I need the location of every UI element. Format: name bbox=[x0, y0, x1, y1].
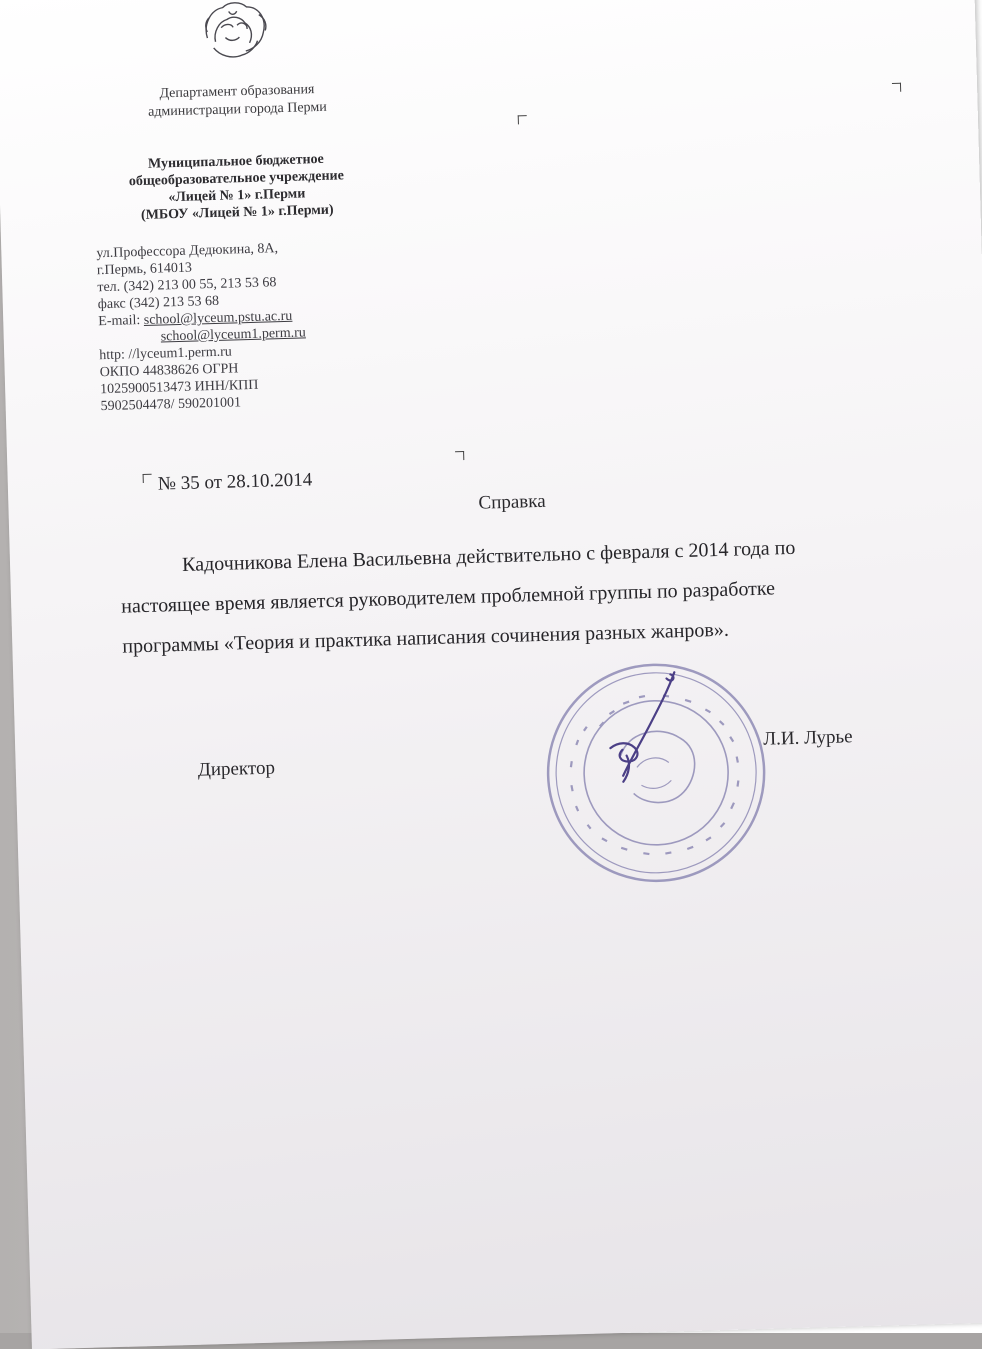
corner-mark bbox=[143, 474, 152, 483]
organization-line: «Лицей № 1» г.Перми bbox=[168, 186, 306, 206]
document-title: Справка bbox=[478, 490, 546, 514]
body-line: настоящее время является руководителем проблемной группы по разработке bbox=[120, 577, 776, 618]
email-link[interactable]: school@lyceum.pstu.ac.ru bbox=[143, 308, 293, 328]
address-line: ул.Профессора Дедюкина, 8А, bbox=[96, 241, 279, 262]
signatory-title: Директор bbox=[197, 757, 276, 781]
registry-line: ОКПО 44838626 ОГРН bbox=[99, 361, 239, 381]
signatory-name: Л.И. Лурье bbox=[762, 726, 853, 750]
email-link[interactable]: school@lyceum1.perm.ru bbox=[160, 325, 306, 345]
department-line: Департамент образования bbox=[159, 82, 315, 102]
corner-mark bbox=[892, 83, 901, 92]
address-line: г.Пермь, 614013 bbox=[96, 260, 193, 279]
body-line: программы «Теория и практика написания сочинения разных жанров». bbox=[122, 618, 730, 658]
document-reference: № 35 от 28.10.2014 bbox=[157, 469, 313, 495]
organization-line: (МБОУ «Лицей № 1» г.Перми) bbox=[140, 202, 334, 223]
contact-block bbox=[96, 236, 431, 415]
registry-line: 5902504478/ 590201001 bbox=[100, 395, 242, 415]
department-header bbox=[102, 79, 373, 123]
organization-line: общеобразовательное учреждение bbox=[128, 168, 345, 190]
fax-line: факс (342) 213 53 68 bbox=[97, 293, 220, 313]
body-line: Кадочникова Елена Васильевна действительно с февраля с 2014 года по bbox=[181, 536, 796, 576]
corner-mark bbox=[518, 115, 527, 124]
document-body bbox=[120, 523, 963, 666]
website-line[interactable]: http: //lyceum1.perm.ru bbox=[99, 344, 233, 364]
phone-line: тел. (342) 213 00 55, 213 53 68 bbox=[97, 275, 277, 296]
email-label: E-mail: bbox=[98, 313, 141, 330]
handwritten-signature bbox=[608, 672, 677, 782]
round-seal-stamp bbox=[538, 652, 774, 888]
registry-line: 1025900513473 ИНН/КПП bbox=[99, 377, 259, 398]
corner-mark bbox=[455, 451, 464, 460]
organization-header bbox=[81, 149, 393, 226]
lyceum-emblem-icon bbox=[194, 0, 274, 64]
organization-line: Муниципальное бюджетное bbox=[147, 151, 324, 172]
department-line: администрации города Перми bbox=[147, 99, 327, 120]
